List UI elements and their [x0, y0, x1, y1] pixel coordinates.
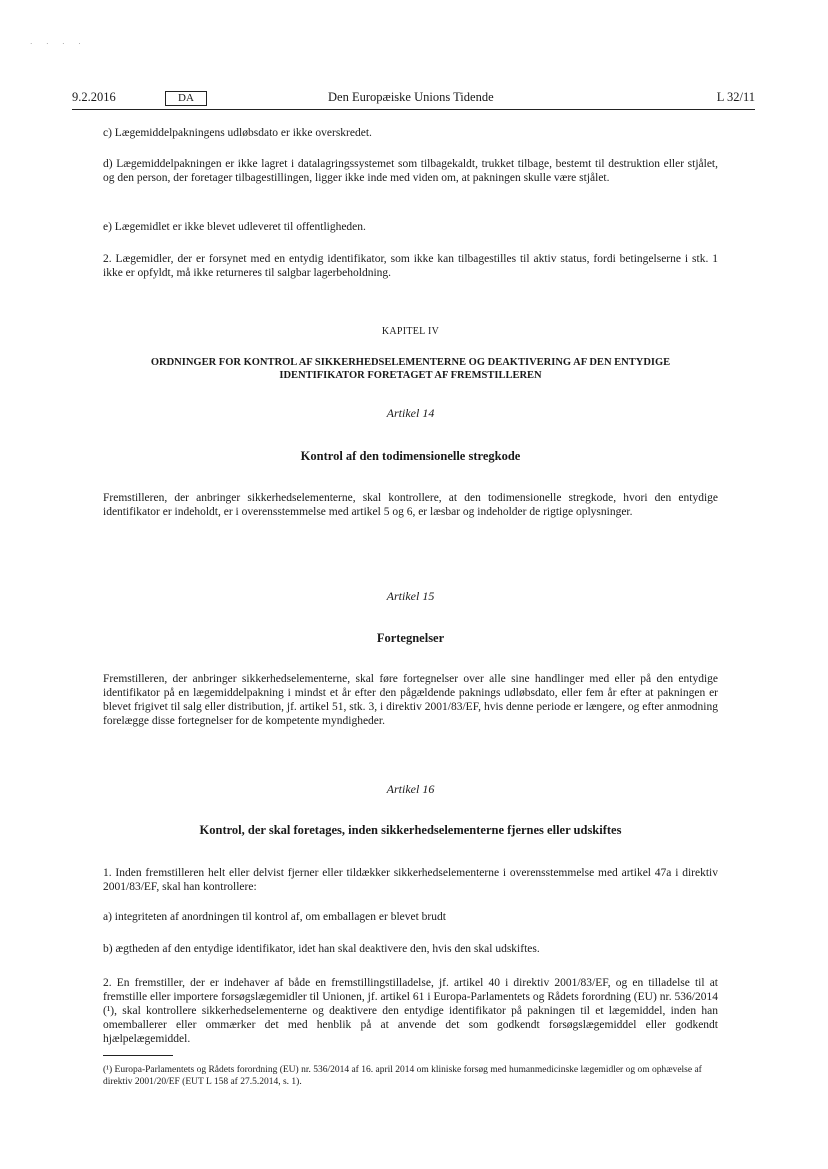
- page-header: [72, 90, 755, 108]
- item-e: e) Lægemidlet er ikke blevet udleveret til offentligheden.: [103, 221, 366, 233]
- header-rule: [72, 109, 755, 110]
- scan-mark: · · · ·: [30, 40, 87, 48]
- article-16-item-a: a) integriteten af anordningen til kontrol af, om emballagen er blevet brudt: [103, 911, 446, 923]
- article-16-para-2: 2. En fremstiller, der er indehaver af både en fremstillingstilladelse, jf. artikel 40 i direktiv 2001/83/EF, og en tilladelse til at fremstille eller importere forsøgslægemidler til Unionen, jf. artikel 61 i Europa-Parlamentets og Rådets forordning (EU) nr. 536/2014 (¹), skal kontrollere sikkerhedselementerne og deaktivere den entydige identifikator på pakningen til et lægemiddel, inden han omemballerer eller ommærker det med henblik på at anvende det som godkendt forsøgslægemiddel eller godkendt hjælpelægemiddel.: [103, 977, 718, 1045]
- item-d: d) Lægemiddelpakningen er ikke lagret i datalagringssystemet som tilbagekaldt, trukket tilbage, bestemt til destruktion eller stjålet, og den person, der foretager tilbagestillingen, ligger ikke inde med viden om, at pakningen skulle være stjålet.: [103, 158, 718, 184]
- article-14-title: Kontrol af den todimensionelle stregkode: [300, 449, 521, 463]
- page-number: L 32/11: [716, 90, 755, 104]
- paragraph-2: 2. Lægemidler, der er forsynet med en entydig identifikator, som ikke kan tilbagestilles til aktiv status, fordi betingelserne i stk. 1 ikke er opfyldt, må ikke returneres til salgbar lagerbeholdning.: [103, 253, 718, 279]
- article-16-para-1: 1. Inden fremstilleren helt eller delvist fjerner eller tildækker sikkerhedselementerne i overensstemmelse med artikel 47a i direktiv 2001/83/EF, skal han kontrollere:: [103, 867, 718, 893]
- chapter-heading: ORDNINGER FOR KONTROL AF SIKKERHEDSELEMENTERNE OG DEAKTIVERING AF DEN ENTYDIGE IDENTIFIKATOR FORETAGET AF FREMSTILLEREN: [150, 357, 671, 381]
- article-16-label: Artikel 16: [386, 782, 435, 796]
- article-16-item-b: b) ægtheden af den entydige identifikator, idet han skal deaktivere den, hvis den skal udskiftes.: [103, 943, 540, 955]
- article-14-label: Artikel 14: [386, 406, 435, 420]
- item-c: c) Lægemiddelpakningens udløbsdato er ikke overskredet.: [103, 127, 372, 139]
- article-14-text: Fremstilleren, der anbringer sikkerhedselementerne, skal kontrollere, at den todimensionelle stregkode, hvori den entydige identifikator er indeholdt, er i overensstemmelse med artikel 5 og 6, er læsbar og indeholder de rigtige oplysninger.: [103, 492, 718, 518]
- footnote-rule: [103, 1055, 173, 1056]
- chapter-label: KAPITEL IV: [381, 326, 440, 337]
- language-badge: DA: [165, 91, 207, 106]
- header-date: 9.2.2016: [72, 90, 116, 104]
- article-15-label: Artikel 15: [386, 589, 435, 603]
- journal-title: Den Europæiske Unions Tidende: [328, 90, 494, 104]
- footnote: (¹) Europa-Parlamentets og Rådets forordning (EU) nr. 536/2014 af 16. april 2014 om kliniske forsøg med humanmedicinske lægemidler og om ophævelse af direktiv 2001/20/EF (EUT L 158 af 27.5.2014, s. 1).: [103, 1065, 702, 1087]
- article-16-title: Kontrol, der skal foretages, inden sikkerhedselementerne fjernes eller udskiftes: [199, 823, 622, 837]
- article-15-text: Fremstilleren, der anbringer sikkerhedselementerne, skal føre fortegnelser over alle sine handlinger med eller på den entydige identifikator på en lægemiddelpakning i mindst et år efter den pågældende paknings udløbsdato, eller fem år efter at pakningen er blevet frigivet til salg eller distribution, jf. artikel 51, stk. 3, i direktiv 2001/83/EF, hvis denne periode er længere, og efter anmodning forelægge disse fortegnelser for de kompetente myndigheder.: [103, 673, 718, 727]
- article-15-title: Fortegnelser: [376, 631, 445, 645]
